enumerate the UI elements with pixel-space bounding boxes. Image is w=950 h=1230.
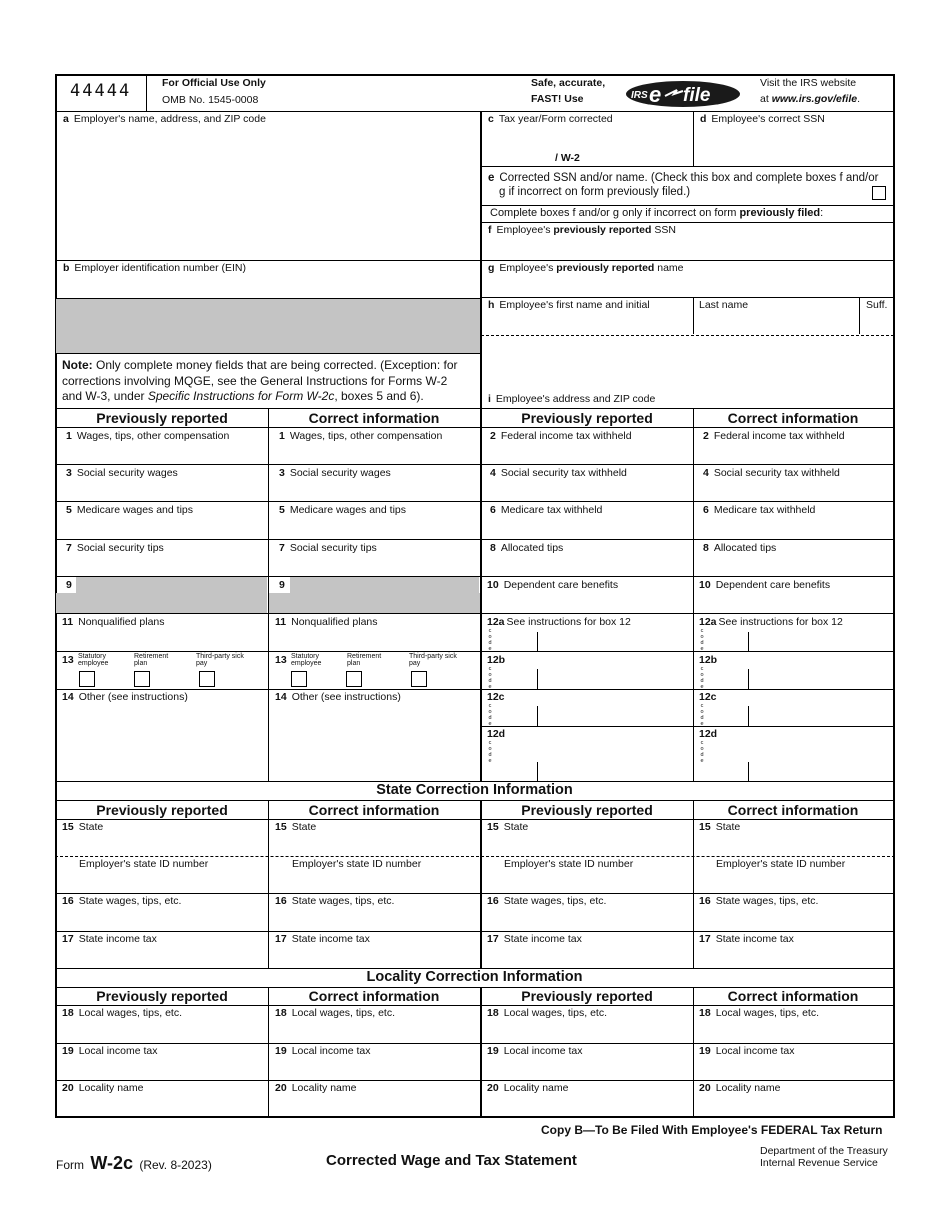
box-g-label: g Employee's previously reported name bbox=[488, 262, 684, 274]
box14-correct-field[interactable] bbox=[271, 706, 478, 779]
box14-correct-label: 14 Other (see instructions) bbox=[275, 691, 401, 703]
box4-prev-label: 4 Social security tax withheld bbox=[490, 467, 627, 479]
form-identifier: Form W-2c (Rev. 8-2023) bbox=[56, 1153, 212, 1173]
box18-col4: 18 Local wages, tips, etc. bbox=[699, 1007, 819, 1019]
statutory-label-prev: Statutory employee bbox=[78, 653, 109, 667]
ein-field[interactable] bbox=[58, 276, 478, 297]
box19-col2: 19 Local income tax bbox=[275, 1045, 371, 1057]
form-top-border bbox=[55, 74, 895, 76]
box11-correct-label: 11 Nonqualified plans bbox=[275, 616, 378, 628]
box1-prev-label: 1 Wages, tips, other compensation bbox=[66, 430, 230, 442]
box2-prev-label: 2 Federal income tax withheld bbox=[490, 430, 632, 442]
retirement-checkbox-prev[interactable] bbox=[134, 671, 150, 687]
code-label-12d-prev: c o d e bbox=[488, 740, 492, 764]
box-h-label: h Employee's first name and initial bbox=[488, 299, 650, 311]
col-header-prev-2: Previously reported bbox=[521, 410, 653, 426]
copy-b-label: Copy B—To Be Filed With Employee's FEDERAL Tax Return bbox=[541, 1123, 883, 1137]
irs-name: Internal Revenue Service bbox=[760, 1157, 878, 1169]
box-i-label: i Employee's address and ZIP code bbox=[488, 393, 656, 405]
state-col-prev-1: Previously reported bbox=[96, 802, 228, 818]
safe-line-1: Safe, accurate, bbox=[531, 77, 606, 89]
form-code: 44444 bbox=[70, 81, 132, 101]
box3-correct-label: 3 Social security wages bbox=[279, 467, 391, 479]
box19-col1: 19 Local income tax bbox=[62, 1045, 158, 1057]
code-label-12b-correct: c o d e bbox=[700, 666, 704, 690]
thirdparty-label-correct: Third-party sick pay bbox=[409, 653, 457, 667]
header-divider bbox=[146, 74, 147, 111]
box1-correct-label: 1 Wages, tips, other compensation bbox=[279, 430, 443, 442]
previous-ssn-field[interactable] bbox=[484, 237, 891, 258]
official-use-label: For Official Use Only bbox=[162, 77, 266, 89]
last-name-label: Last name bbox=[699, 299, 749, 311]
col-header-correct-1: Correct information bbox=[308, 410, 440, 426]
box12b-prev-label: 12b bbox=[487, 654, 506, 666]
state-id-col2: Employer's state ID number bbox=[292, 858, 422, 870]
last-name-field[interactable] bbox=[696, 313, 857, 333]
box12d-correct-label: 12d bbox=[699, 728, 718, 740]
code-label-12b-prev: c o d e bbox=[488, 666, 492, 690]
box14-prev-field[interactable] bbox=[58, 706, 266, 779]
svg-text:file: file bbox=[683, 85, 711, 106]
box15-col4: 15 State bbox=[699, 821, 741, 833]
statutory-checkbox-prev[interactable] bbox=[79, 671, 95, 687]
box18-col2: 18 Local wages, tips, etc. bbox=[275, 1007, 395, 1019]
box17-col3: 17 State income tax bbox=[487, 933, 582, 945]
box6-correct-label: 6 Medicare tax withheld bbox=[703, 504, 816, 516]
box-b-label: b Employer identification number (EIN) bbox=[63, 262, 246, 274]
box12a-correct-label: 12a See instructions for box 12 bbox=[699, 616, 843, 628]
suffix-field[interactable] bbox=[862, 313, 891, 333]
first-name-field[interactable] bbox=[484, 313, 691, 333]
box12a-prev-label: 12a See instructions for box 12 bbox=[487, 616, 631, 628]
box-a-label: a Employer's name, address, and ZIP code bbox=[63, 113, 266, 125]
efile-url[interactable]: www.irs.gov/efile bbox=[771, 93, 858, 105]
correct-ssn-field[interactable] bbox=[697, 127, 891, 164]
omb-number: OMB No. 1545-0008 bbox=[162, 94, 259, 106]
code-label-12a-prev: c o d e bbox=[488, 628, 492, 652]
box20-col3: 20 Locality name bbox=[487, 1082, 569, 1094]
safe-line-2: FAST! Use bbox=[531, 93, 584, 105]
locality-col-prev-2: Previously reported bbox=[521, 988, 653, 1004]
locality-col-correct-1: Correct information bbox=[308, 988, 440, 1004]
thirdparty-checkbox-prev[interactable] bbox=[199, 671, 215, 687]
form-title: Corrected Wage and Tax Statement bbox=[326, 1152, 577, 1169]
state-section-title: State Correction Information bbox=[376, 782, 573, 798]
box20-col1: 20 Locality name bbox=[62, 1082, 144, 1094]
box18-col1: 18 Local wages, tips, etc. bbox=[62, 1007, 182, 1019]
state-col-prev-2: Previously reported bbox=[521, 802, 653, 818]
box8-correct-label: 8 Allocated tips bbox=[703, 542, 777, 554]
box15-col3: 15 State bbox=[487, 821, 529, 833]
box-d-label: d Employee's correct SSN bbox=[700, 113, 825, 125]
box7-correct-label: 7 Social security tips bbox=[279, 542, 377, 554]
col-header-correct-2: Correct information bbox=[727, 410, 859, 426]
box12b-correct-label: 12b bbox=[699, 654, 718, 666]
box15-col1: 15 State bbox=[62, 821, 104, 833]
state-col-correct-2: Correct information bbox=[727, 802, 859, 818]
box17-col4: 17 State income tax bbox=[699, 933, 794, 945]
previous-name-field[interactable] bbox=[484, 276, 891, 297]
box17-col2: 17 State income tax bbox=[275, 933, 370, 945]
box15-col2: 15 State bbox=[275, 821, 317, 833]
box13-correct-num: 13 bbox=[275, 654, 287, 666]
retirement-label-correct: Retirement plan bbox=[347, 653, 382, 667]
code-label-12c-prev: c o d e bbox=[488, 703, 492, 727]
box5-correct-label: 5 Medicare wages and tips bbox=[279, 504, 406, 516]
fg-instruction-note: Complete boxes f and/or g only if incorrect on form previously filed: bbox=[490, 207, 824, 219]
code-label-12d-correct: c o d e bbox=[700, 740, 704, 764]
box20-col4: 20 Locality name bbox=[699, 1082, 781, 1094]
statutory-checkbox-correct[interactable] bbox=[291, 671, 307, 687]
box12d-prev-label: 12d bbox=[487, 728, 506, 740]
header-bottom-rule bbox=[55, 111, 895, 112]
state-id-col1: Employer's state ID number bbox=[79, 858, 209, 870]
box13-prev-num: 13 bbox=[62, 654, 74, 666]
dept-treasury: Department of the Treasury bbox=[760, 1145, 888, 1157]
state-id-col3: Employer's state ID number bbox=[504, 858, 634, 870]
thirdparty-label-prev: Third-party sick pay bbox=[196, 653, 244, 667]
box16-col2: 16 State wages, tips, etc. bbox=[275, 895, 395, 907]
box7-prev-label: 7 Social security tips bbox=[66, 542, 164, 554]
box10-prev-label: 10 Dependent care benefits bbox=[487, 579, 619, 591]
box-e-label: e Corrected SSN and/or name. (Check this box and complete boxes f and/or g if incorrect on form previously filed.) bbox=[488, 172, 879, 198]
box14-prev-label: 14 Other (see instructions) bbox=[62, 691, 188, 703]
box16-col3: 16 State wages, tips, etc. bbox=[487, 895, 607, 907]
svg-text:IRS: IRS bbox=[631, 90, 648, 101]
form-right-border bbox=[893, 74, 895, 1118]
statutory-label-correct: Statutory employee bbox=[291, 653, 322, 667]
box6-prev-label: 6 Medicare tax withheld bbox=[490, 504, 603, 516]
box16-col1: 16 State wages, tips, etc. bbox=[62, 895, 182, 907]
box18-col3: 18 Local wages, tips, etc. bbox=[487, 1007, 607, 1019]
employee-address-field[interactable] bbox=[484, 338, 891, 390]
box-e-checkbox[interactable] bbox=[872, 186, 886, 200]
box12c-prev-label: 12c bbox=[487, 691, 505, 703]
box20-col2: 20 Locality name bbox=[275, 1082, 357, 1094]
box19-col3: 19 Local income tax bbox=[487, 1045, 583, 1057]
state-id-col4: Employer's state ID number bbox=[716, 858, 846, 870]
form-bottom-border bbox=[55, 1116, 895, 1118]
locality-col-correct-2: Correct information bbox=[727, 988, 859, 1004]
code-label-12c-correct: c o d e bbox=[700, 703, 704, 727]
employer-name-field[interactable] bbox=[58, 126, 478, 259]
box9-prev-label: 9 bbox=[66, 579, 72, 591]
box3-prev-label: 3 Social security wages bbox=[66, 467, 178, 479]
svg-text:e: e bbox=[649, 82, 662, 107]
box12c-correct-label: 12c bbox=[699, 691, 717, 703]
visit-line-2: at www.irs.gov/efile. bbox=[760, 93, 860, 105]
locality-section-title: Locality Correction Information bbox=[366, 969, 583, 985]
box-c-label: c Tax year/Form corrected bbox=[488, 113, 613, 125]
box2-correct-label: 2 Federal income tax withheld bbox=[703, 430, 845, 442]
box-f-label: f Employee's previously reported SSN bbox=[488, 224, 676, 236]
box9-correct-label: 9 bbox=[279, 579, 285, 591]
code-label-12a-correct: c o d e bbox=[700, 628, 704, 652]
box8-prev-label: 8 Allocated tips bbox=[490, 542, 564, 554]
box-c-form-value[interactable]: / W-2 bbox=[555, 152, 580, 164]
thirdparty-checkbox-correct[interactable] bbox=[411, 671, 427, 687]
box10-correct-label: 10 Dependent care benefits bbox=[699, 579, 831, 591]
box11-prev-label: 11 Nonqualified plans bbox=[62, 616, 165, 628]
irs-efile-logo bbox=[625, 79, 741, 109]
retirement-checkbox-correct[interactable] bbox=[346, 671, 362, 687]
retirement-label-prev: Retirement plan bbox=[134, 653, 169, 667]
box17-col1: 17 State income tax bbox=[62, 933, 157, 945]
suffix-label: Suff. bbox=[866, 299, 888, 311]
locality-col-prev-1: Previously reported bbox=[96, 988, 228, 1004]
box16-col4: 16 State wages, tips, etc. bbox=[699, 895, 819, 907]
shaded-block bbox=[56, 299, 480, 353]
box5-prev-label: 5 Medicare wages and tips bbox=[66, 504, 193, 516]
money-fields-note: Note: Only complete money fields that are being corrected. (Exception: for corrections involving MQGE, see the General Instructions for Forms W-2 and W-3, under Specific Instructions for Form W-2c, boxes 5 and 6). bbox=[62, 358, 458, 403]
visit-line-1: Visit the IRS website bbox=[760, 77, 857, 89]
state-col-correct-1: Correct information bbox=[308, 802, 440, 818]
col-header-prev-1: Previously reported bbox=[96, 410, 228, 426]
box4-correct-label: 4 Social security tax withheld bbox=[703, 467, 840, 479]
box19-col4: 19 Local income tax bbox=[699, 1045, 795, 1057]
